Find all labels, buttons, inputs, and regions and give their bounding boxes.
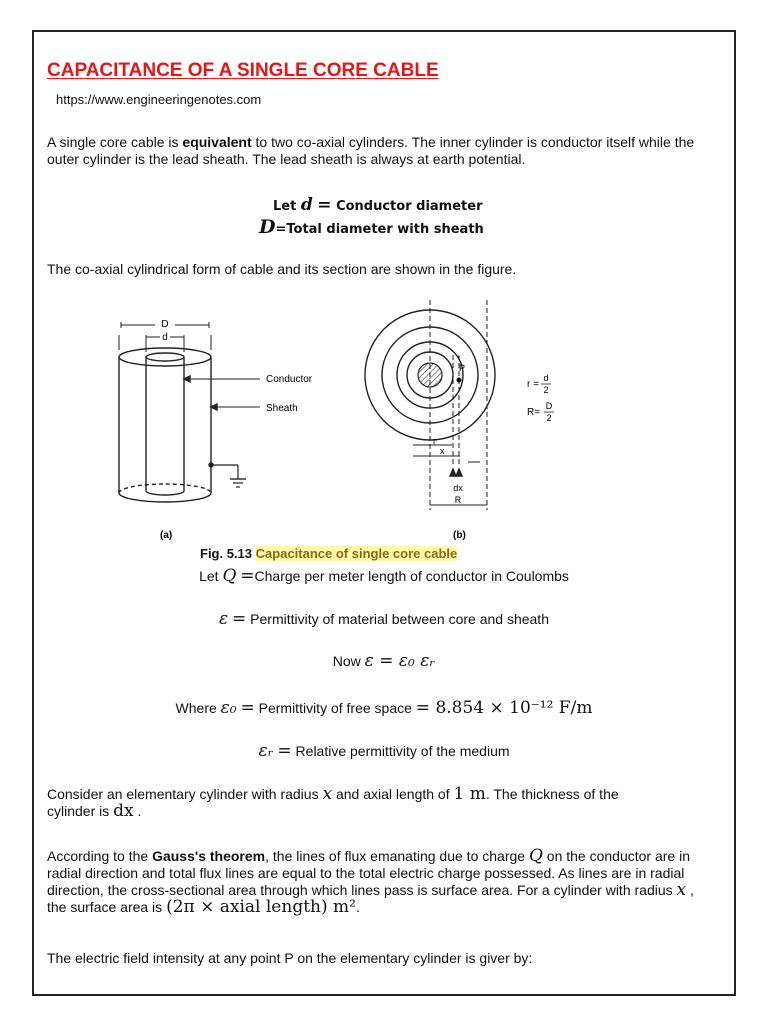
outer-bottom-hidden	[119, 484, 211, 493]
eq-relative: εᵣ = Relative permittivity of the medium	[258, 741, 510, 761]
inner-bottom-curve	[146, 491, 184, 495]
dim-d-label: d	[162, 332, 168, 343]
r-eq-den: 2	[543, 385, 549, 395]
R-eq-den: 2	[546, 413, 552, 423]
dx-label: dx	[453, 483, 463, 493]
gauss-paragraph: According to the Gauss's theorem, the lines of flux emanating due to charge Q on the conductor are in radial direction and total flux lines are equal to the total electric charge possessed. As lines are in radial direction, the cross-sectional area through which lines pass is surface area. For a cylinder with radius x , the surface area is (2π × axial length) m².	[47, 846, 694, 917]
dim-D-label: D	[161, 319, 169, 330]
point-p-label: P	[459, 363, 466, 373]
consider-paragraph: Consider an elementary cylinder with radius x and axial length of 1 m. The thickness of the cylinder is dx .	[47, 784, 619, 821]
eq-charge: Let Q =Charge per meter length of conductor in Coulombs	[199, 566, 569, 586]
intro-paragraph: A single core cable is equivalent to two co-axial cylinders. The inner cylinder is conductor itself while the outer cylinder is the lead sheath. The lead sheath is always at earth potential.	[47, 134, 695, 167]
R-label: R	[454, 495, 462, 505]
definition-d: Let d = Conductor diameter	[273, 195, 483, 215]
eq-now: Now ε = ε₀ εᵣ	[332, 651, 436, 671]
definition-D: D=Total diameter with sheath	[259, 216, 484, 238]
outer-top-ellipse	[119, 348, 211, 366]
r-label: r	[433, 436, 436, 446]
cable-figure	[100, 295, 600, 545]
subfig-b-label: (b)	[453, 530, 466, 541]
figure-intro: The co-axial cylindrical form of cable and its section are shown in the figure.	[47, 261, 517, 277]
R-eq-label: R=	[527, 407, 541, 418]
figure-caption: Fig. 5.13 Capacitance of single core cable	[200, 546, 458, 561]
conductor-core	[418, 363, 442, 387]
eq-free-space: Where ε₀ = Permittivity of free space = 8.854 × 10⁻¹² F/m	[175, 698, 593, 718]
sheath-label: Sheath	[266, 403, 298, 414]
subfig-a-label: (a)	[160, 530, 173, 541]
source-url[interactable]: https://www.engineeringenotes.com	[56, 92, 262, 107]
inner-top-ellipse	[146, 353, 184, 361]
eq-permittivity: ε = Permittivity of material between core and sheath	[219, 609, 549, 629]
x-label: x	[440, 446, 445, 456]
point-p	[457, 378, 462, 383]
conductor-label: Conductor	[266, 374, 313, 385]
R-eq-num: D	[545, 401, 553, 411]
field-paragraph: The electric field intensity at any point P on the elementary cylinder is giver by:	[47, 950, 533, 966]
r-eq-num: d	[543, 373, 549, 383]
page-title: CAPACITANCE OF A SINGLE CORE CABLE	[47, 60, 439, 81]
r-eq-label: r =	[527, 379, 539, 390]
